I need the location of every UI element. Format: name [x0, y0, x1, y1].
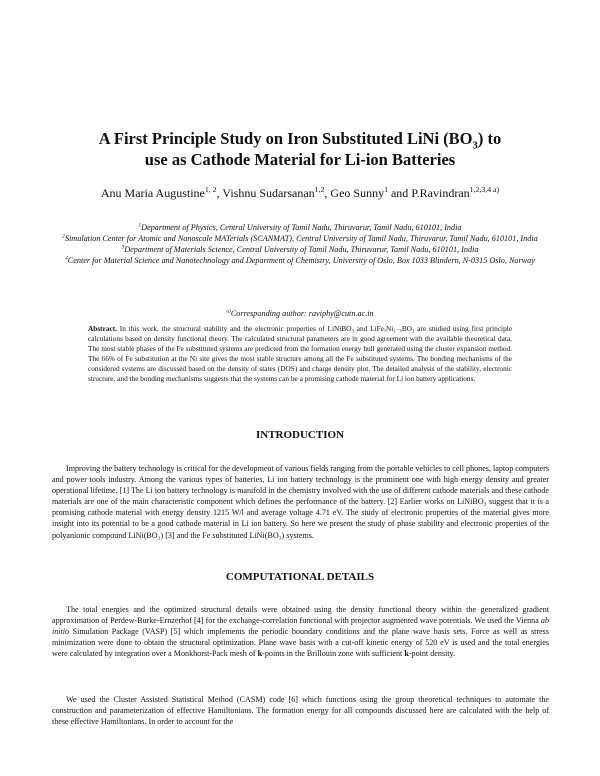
abstract-label: Abstract. — [88, 324, 117, 333]
affiliation-sup: 1 — [138, 222, 142, 229]
computational-text: The total energies and the optimized structural details were obtained using the density functional theory within the generalized gradient approximation of Perdew-Burke-Ernzerhof [4] for the exchange-correlation functional with projector augmented wave potentials. We used the Vienna — [52, 605, 549, 626]
author-name: P.Ravindran — [411, 186, 470, 200]
section-heading-computational-details: COMPUTATIONAL DETAILS — [225, 571, 375, 583]
affiliation-text: Simulation Center for Atomic and Nanoscale MATerials (SCANMAT), Central University of Tamil Nadu, Thiruvarur, Tamil Nadu, 610101, India — [64, 234, 538, 243]
author-name: Vishnu Sudarsanan — [222, 186, 315, 200]
affiliation-item — [40, 222, 560, 233]
affiliation-text: Center for Material Science and Nanotechnology and Department of Chemistry, University of Oslo, Box 1033 Blindern, N-0315 Oslo, Norway — [67, 256, 535, 265]
title-line1-b: ) to — [477, 129, 502, 148]
affiliation-sup: 2 — [62, 233, 65, 240]
affiliation-text: Department of Physics, Central University of Tamil Nadu, Thiruvarur, Tamil Nadu, 610101, India — [141, 223, 462, 232]
computational-paragraph-1 — [52, 604, 549, 659]
affiliation-item — [40, 244, 560, 255]
corresponding-text: Corresponding author: raviphy@cutn.ac.in — [230, 309, 374, 318]
author-separator: , — [216, 186, 223, 200]
abstract-text: In this work, the structural stability and the electronic properties of LiNiBO₃ and LiFeₓNi₁₋ₓBO₃ are studied using first principle calculations based on density functional theory. The calculated structural parameters are in good agreement with the available theoretical data. The most stable phases of the Fe substituted systems are predicted from the formation energy hull generated using the cluster expansion method. The 66% of Fe substitution at the Ni site gives the most stable structure among all the Fe substituted systems. The bonding mechanisms of the considered systems are discussed based on the density of states (DOS) and charge density plot. The detailed analysis of the stability, electronic structure, and the bonding mechanisms suggests that the systems can be a promising cathode material for Li ion battery applications. — [88, 324, 512, 383]
author-name: Geo Sunny — [330, 186, 385, 200]
computational-text: Simulation Package (VASP) [5] which implements the periodic boundary conditions and the plane wave basis sets. Force as well as stress minimization were done to obtain the structural optimization. Plane wave basis with a cut-off kinetic energy of 520 eV is used and the total energies were calculated by integration over a Monkhorst-Pack mesh of — [52, 627, 549, 659]
author-affil-sup: 1,2 — [314, 185, 325, 194]
affiliation-text: Department of Materials Science, Central University of Tamil Nadu, Thiruvarur, Tamil Nadu, 610101, India — [124, 245, 479, 254]
author-affil-sup: 1,2,3,4 a) — [469, 185, 500, 194]
k-point-symbol: k — [257, 649, 263, 659]
computational-text: We used the Cluster Assisted Statistical Method (CASM) code [6] which functions using the group theoretical techniques to automate the construction and parameterization of effective Hamiltonians. The formation energy for all compounds discussed here are calculated with the help of these effective Hamiltonians. In order to account for the — [52, 695, 549, 727]
author-separator: , — [324, 186, 331, 200]
affiliation-item — [40, 255, 560, 266]
author-separator: and — [387, 186, 412, 200]
author-list — [30, 186, 570, 201]
introduction-text: Improving the battery technology is critical for the development of various fields ranging from the portable vehicles to cell phones, laptop computers and power tools industry. Among the various types of batteries, Li ion battery technology is the prominent one with high energy density and greater operational lifetime. [1] The Li ion battery technology is manifold in the chemistry involved with the use of different cathode materials and these cathode materials are one of the main characteristic component which defines the performance of the battery. [2] Earlier works on LiNiBO₃ suggest that it is a promising cathode material with energy density 1215 W/l and average voltage 4.71 eV. The study of electronic properties of the material gives more insight into its potential to be a good cathode material in Li ion battery. So here we present the study of phase stability and electronic properties of the polyanionic compound LiNi(BO₃) [3] and the Fe substituted LiNi(BO₃) systems. — [52, 464, 549, 540]
corresponding-sup: a) — [226, 308, 231, 315]
affiliation-sup: 3 — [121, 244, 125, 251]
affiliation-list — [40, 222, 560, 266]
author-affil-sup: 1 — [384, 185, 388, 194]
corresponding-author — [40, 308, 560, 319]
introduction-paragraph — [52, 463, 549, 541]
title-line2: use as Cathode Material for Li-ion Batteries — [144, 150, 456, 169]
title-line1-a: A First Principle Study on Iron Substituted LiNi (BO — [98, 129, 473, 148]
affiliation-item — [40, 233, 560, 244]
computational-paragraph-2 — [52, 694, 549, 727]
computational-text: -points in the Brillouin zone with sufficient — [262, 649, 405, 659]
paper-title — [40, 128, 560, 170]
author-name: Anu Maria Augustine — [100, 186, 205, 200]
title-line1-sub: 3 — [472, 139, 478, 152]
computational-italic: ab initio — [52, 616, 549, 637]
affiliation-sup: 4 — [65, 255, 68, 262]
author-affil-sup: 1, 2 — [204, 185, 217, 194]
k-point-symbol: k — [404, 649, 409, 659]
abstract — [88, 324, 512, 383]
computational-text: -point density. — [408, 649, 456, 659]
section-heading-introduction: INTRODUCTION — [255, 429, 344, 441]
